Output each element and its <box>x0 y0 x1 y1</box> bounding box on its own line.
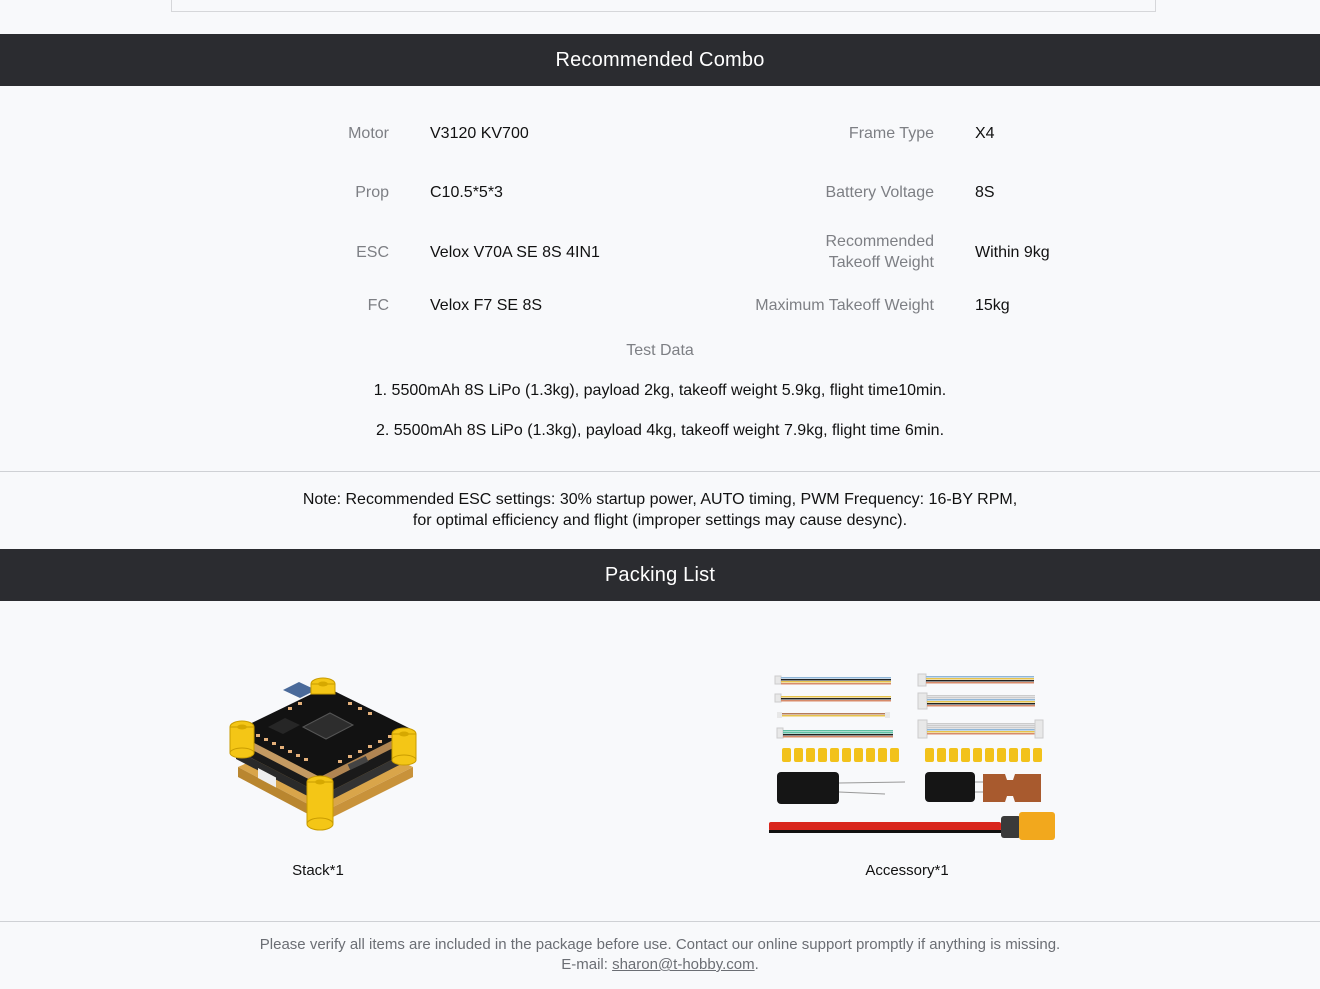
test-data-title: Test Data <box>626 342 694 359</box>
test-data-line: 2. 5500mAh 8S LiPo (1.3kg), payload 4kg, takeoff weight 7.9kg, flight time 6min. <box>375 422 945 439</box>
spec-label-line: Recommended <box>825 233 934 250</box>
footer-notice <box>0 935 1320 975</box>
spec-value: 15kg <box>975 297 1010 314</box>
accessory-image <box>765 670 1057 845</box>
packing-item-stack <box>268 862 368 880</box>
spec-label: Prop <box>355 184 389 201</box>
section-title: Recommended Combo <box>555 48 765 71</box>
spec-value: V3120 KV700 <box>430 125 529 142</box>
spec-label: FC <box>367 297 389 314</box>
test-data-line: 1. 5500mAh 8S LiPo (1.3kg), payload 2kg, takeoff weight 5.9kg, flight time10min. <box>373 382 947 399</box>
note-line: for optimal efficiency and flight (improper settings may cause desync). <box>412 512 908 529</box>
spec-label-line: Takeoff Weight <box>828 254 934 271</box>
divider <box>0 921 1320 922</box>
spec-label: Maximum Takeoff Weight <box>755 297 934 314</box>
note-line: Note: Recommended ESC settings: 30% startup power, AUTO timing, PWM Frequency: 16-BY RPM, <box>302 491 1018 508</box>
recommended-combo-header <box>0 34 1320 86</box>
footer-email-line <box>0 955 1320 975</box>
spec-value: Velox V70A SE 8S 4IN1 <box>430 244 600 261</box>
packing-item-accessory <box>837 862 977 880</box>
spec-value: Within 9kg <box>975 244 1050 261</box>
spec-value: C10.5*5*3 <box>430 184 503 201</box>
footer-line: Please verify all items are included in the package before use. Contact our online support promptly if anything is missing. <box>259 936 1061 953</box>
email-link[interactable]: sharon@t-hobby.com <box>612 956 755 973</box>
spec-label: Battery Voltage <box>825 184 934 201</box>
spec-value: 8S <box>975 184 995 201</box>
previous-section-box <box>171 0 1156 12</box>
spec-value: X4 <box>975 125 995 142</box>
spec-value: Velox F7 SE 8S <box>430 297 543 314</box>
spec-label <box>826 231 935 273</box>
spec-label: Frame Type <box>848 125 934 142</box>
divider <box>0 471 1320 472</box>
stack-image <box>228 672 418 834</box>
spec-label: ESC <box>356 244 389 261</box>
esc-settings-note <box>0 489 1320 531</box>
spec-label: Motor <box>348 125 389 142</box>
packing-item-label: Accessory*1 <box>865 862 949 879</box>
packing-list-header <box>0 549 1320 601</box>
email-prefix: E-mail: <box>561 956 613 973</box>
packing-item-label: Stack*1 <box>292 862 344 879</box>
email-suffix: . <box>754 956 759 973</box>
section-title: Packing List <box>604 563 716 586</box>
